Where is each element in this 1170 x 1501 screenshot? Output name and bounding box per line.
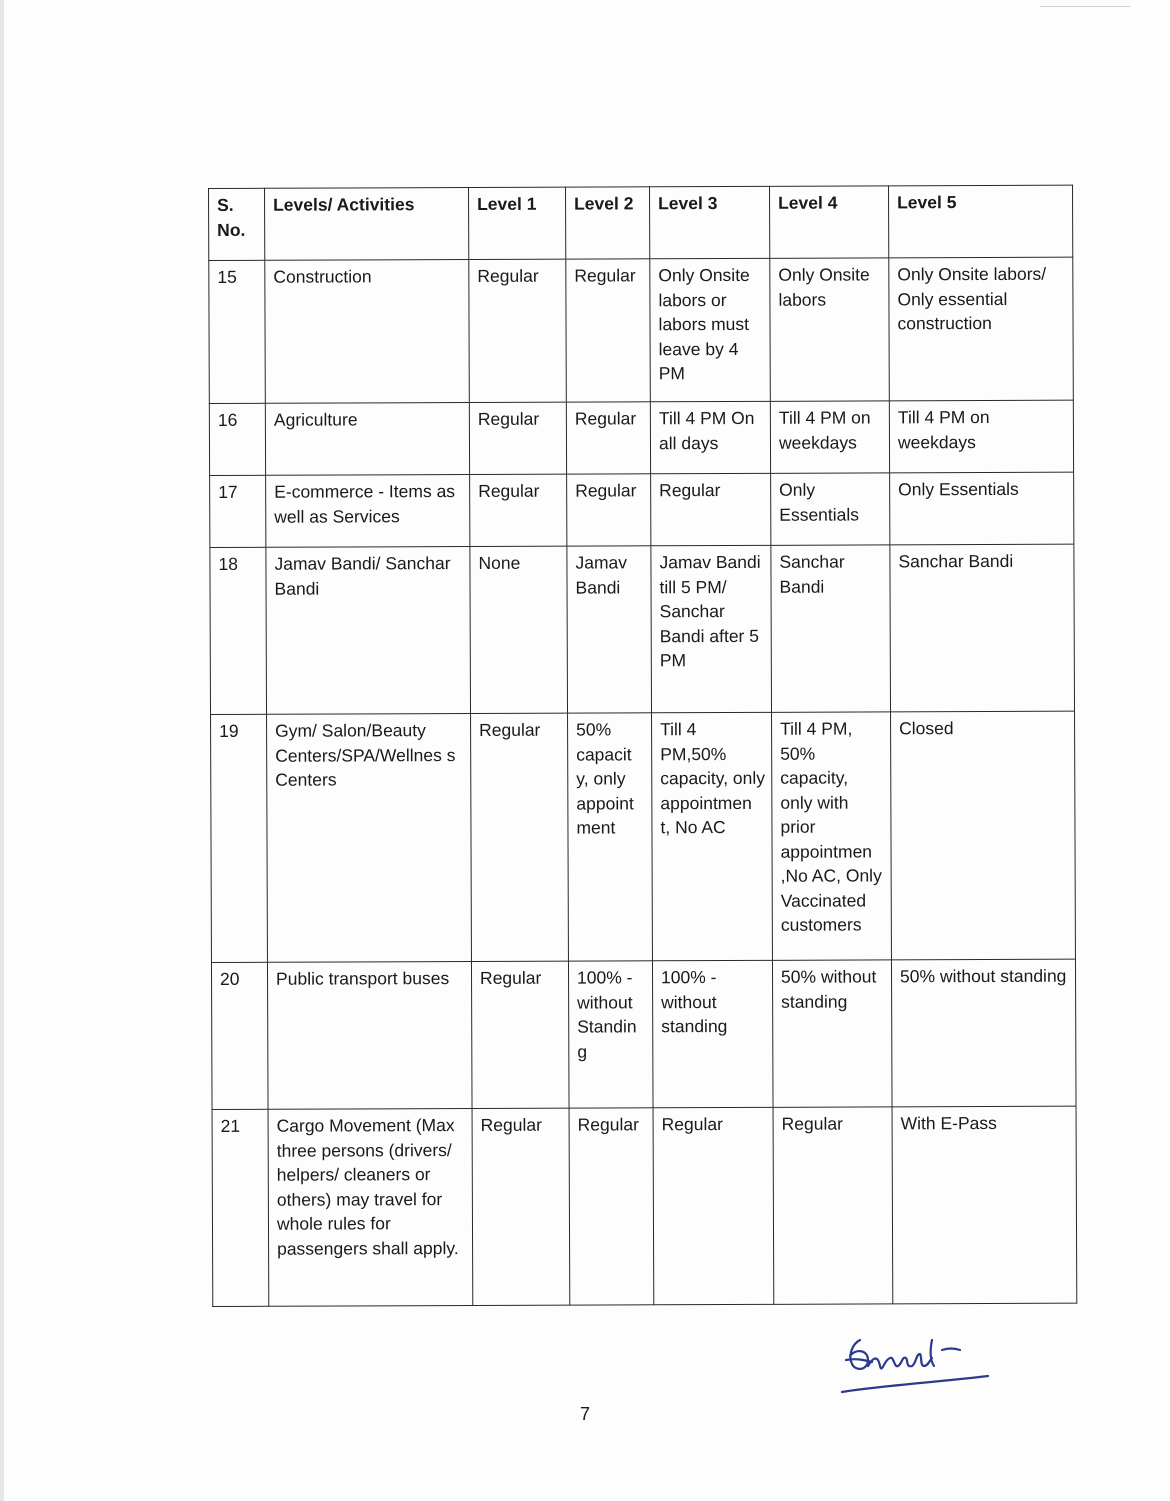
table-row (211, 711, 1076, 962)
row-level-5: Till 4 PM on weekdays (889, 400, 1073, 473)
row-level-1: Regular (469, 402, 566, 474)
row-level-1: Regular (470, 474, 567, 546)
row-level-4: Only Onsite labors (770, 258, 890, 401)
row-level-5: Only Onsite labors/ Only essential construction (889, 257, 1074, 401)
page-number: 7 (579, 1404, 590, 1424)
row-level-4: Till 4 PM on weekdays (770, 401, 889, 473)
header-sno: S. No. (209, 188, 265, 260)
table-header-row (209, 185, 1073, 260)
scan-mark (1040, 6, 1130, 7)
row-level-3: 100% - without standing (652, 960, 773, 1107)
row-level-1: Regular (472, 1108, 570, 1305)
row-number: 20 (211, 962, 268, 1109)
header-level-1: Level 1 (469, 187, 566, 259)
row-number: 18 (210, 547, 267, 714)
row-level-3: Regular (651, 473, 771, 545)
row-level-2: Regular (569, 1108, 654, 1305)
row-level-2: 100% - without Standin g (568, 961, 653, 1108)
page-edge (0, 0, 4, 1501)
row-level-5: Only Essentials (890, 472, 1074, 545)
row-activity: Gym/ Salon/Beauty Centers/SPA/Wellnes s Centers (267, 713, 472, 962)
signature-icon (838, 1326, 998, 1402)
row-level-4: 50% without standing (772, 960, 892, 1107)
row-number: 19 (211, 714, 268, 962)
row-level-2: Regular (567, 474, 651, 546)
row-number: 17 (210, 475, 266, 547)
row-level-4: Till 4 PM, 50% capacity, only with prior appointmen ,No AC, Only Vaccinated customers (772, 712, 892, 960)
row-activity: Agriculture (265, 402, 469, 475)
row-level-2: Regular (566, 402, 650, 474)
row-number: 15 (209, 260, 266, 403)
row-level-2: Jamav Bandi (567, 546, 652, 713)
row-level-5: Closed (891, 711, 1076, 960)
row-level-3: Till 4 PM On all days (650, 401, 770, 473)
table-row (210, 472, 1074, 547)
restrictions-table (208, 185, 1077, 1307)
row-activity: Public transport buses (267, 961, 472, 1109)
row-level-5: Sanchar Bandi (890, 544, 1075, 712)
header-level-4: Level 4 (769, 186, 888, 258)
row-level-1: Regular (469, 259, 567, 402)
row-level-5: With E-Pass (892, 1106, 1077, 1304)
table-row (209, 257, 1074, 403)
row-level-3: Till 4 PM,50% capacity, only appointmen t, No AC (652, 712, 773, 960)
row-level-3: Only Onsite labors or labors must leave by 4 PM (650, 258, 771, 401)
header-level-5: Level 5 (888, 185, 1072, 258)
row-level-4: Only Essentials (771, 473, 890, 545)
row-level-4: Regular (773, 1107, 893, 1304)
table-row (209, 400, 1073, 475)
table-row (212, 1106, 1077, 1306)
header-level-3: Level 3 (649, 186, 769, 258)
row-level-3: Jamav Bandi till 5 PM/ Sanchar Bandi after 5 PM (651, 545, 772, 712)
row-level-2: Regular (566, 259, 651, 402)
row-number: 21 (212, 1109, 269, 1306)
row-level-4: Sanchar Bandi (771, 545, 891, 712)
row-activity: Cargo Movement (Max three persons (drivers/ helpers/ cleaners or others) may travel for whole rules for passengers shall apply. (268, 1108, 473, 1306)
row-activity: Construction (265, 259, 470, 403)
row-level-1: Regular (471, 961, 569, 1108)
table-row (210, 544, 1075, 714)
row-level-1: Regular (471, 713, 569, 961)
row-level-2: 50% capacit y, only appoint ment (568, 713, 653, 961)
row-level-5: 50% without standing (891, 959, 1076, 1107)
table-row (211, 959, 1076, 1109)
header-activities: Levels/ Activities (265, 187, 469, 260)
row-activity: Jamav Bandi/ Sanchar Bandi (266, 546, 471, 714)
signature (838, 1326, 998, 1402)
row-level-3: Regular (653, 1107, 774, 1304)
row-number: 16 (209, 403, 265, 475)
header-level-2: Level 2 (565, 187, 649, 259)
row-activity: E-commerce - Items as well as Services (266, 474, 470, 547)
row-level-1: None (470, 546, 568, 713)
